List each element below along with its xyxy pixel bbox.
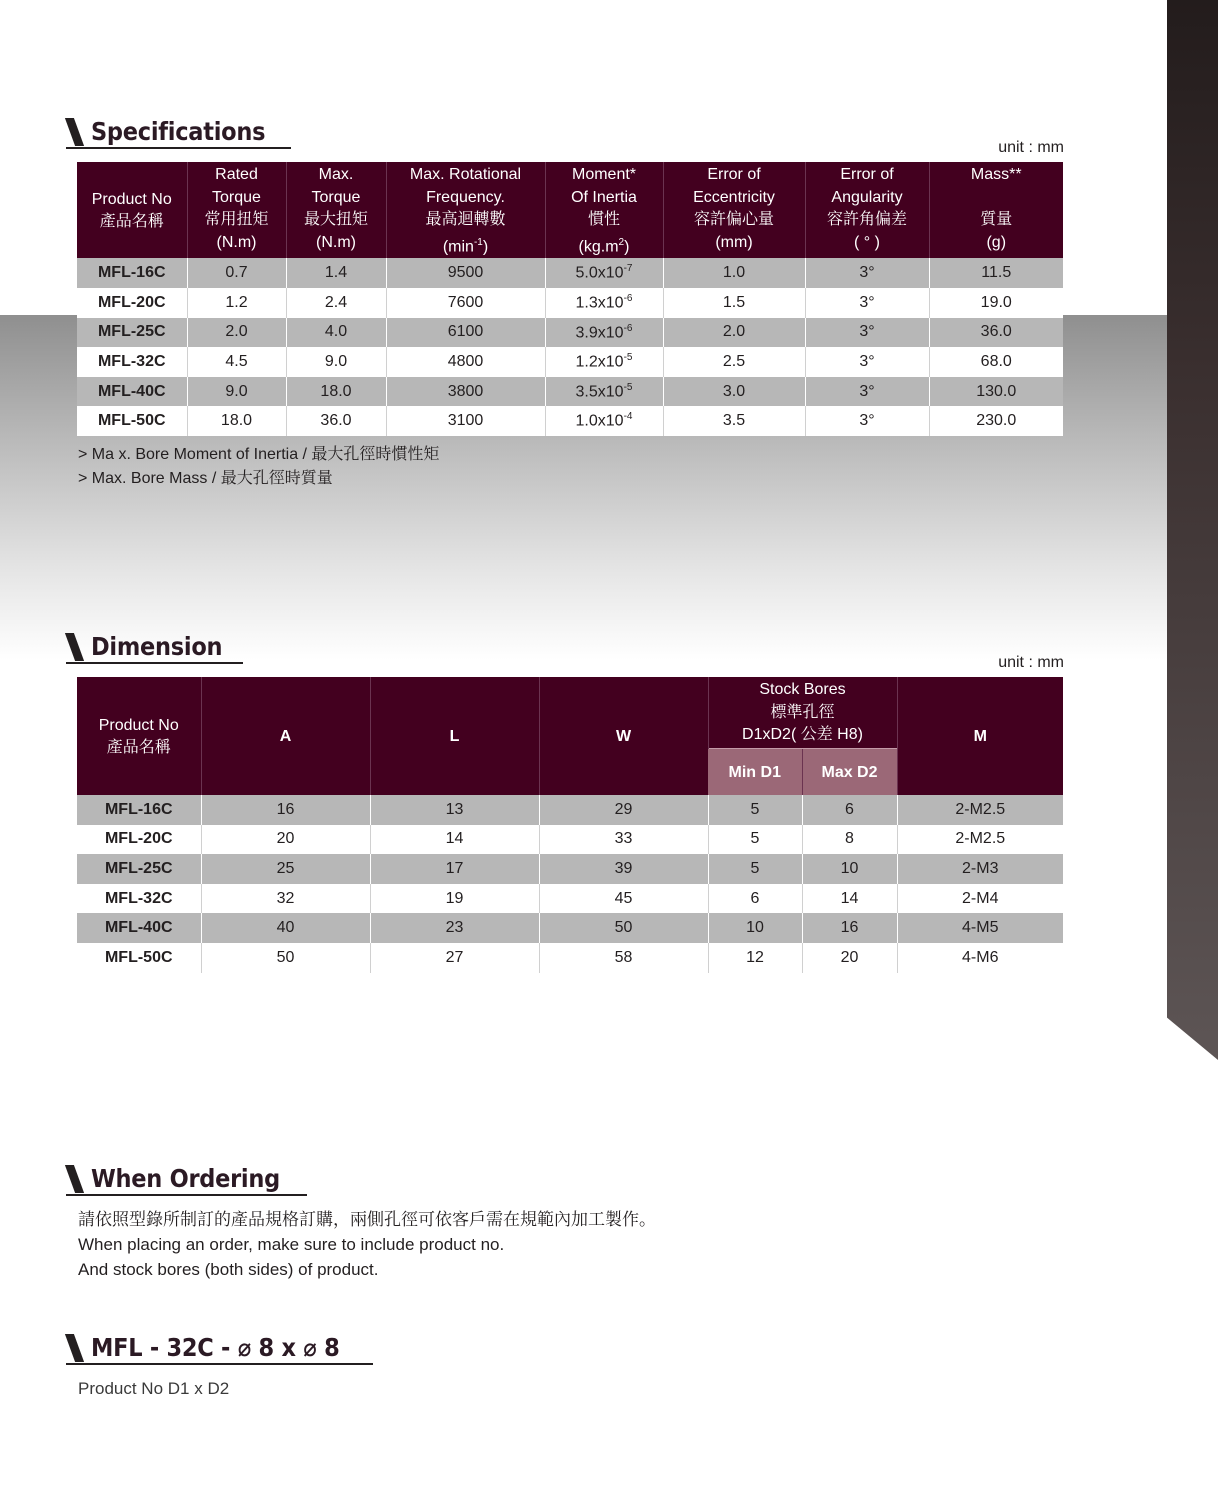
specifications-heading: Specifications xyxy=(66,113,291,149)
spec-header-frequency: Max. Rotational Frequency. 最高迴轉數 $(\min^{-1})$ xyxy=(386,162,545,258)
dim-header-a: A xyxy=(201,677,370,795)
ordering-line-chinese: 請依照型錄所制訂的產品規格訂購，兩側孔徑可依客戶需在規範內加工製作。 xyxy=(78,1210,656,1229)
dim-header-product: Product No 產品名稱 xyxy=(77,677,201,795)
table-row: MFL-25C 2.0 4.0 6100 $3.9x10^{-6}$ 2.0 3° 36.0 xyxy=(77,318,1063,348)
note-inertia: > Ma x. Bore Moment of Inertia / 最大孔徑時慣性矩 xyxy=(78,446,440,463)
dim-header-stock-bores: Stock Bores 標準孔徑 D1xD2( 公差 H8) xyxy=(708,677,897,748)
ordering-instructions xyxy=(78,1207,656,1282)
ordering-line-english-1: When placing an order, make sure to include product no. xyxy=(78,1235,505,1254)
table-row: MFL-50C 50 27 58 12 20 4-M6 xyxy=(77,943,1063,973)
note-mass: > Max. Bore Mass / 最大孔徑時質量 xyxy=(78,470,333,487)
spec-unit-label: unit : mm xyxy=(998,139,1064,156)
heading-slash-icon xyxy=(65,1165,84,1193)
dim-header-l: L xyxy=(370,677,539,795)
heading-slash-icon xyxy=(65,633,84,661)
dim-header-w: W xyxy=(539,677,708,795)
dimension-unit-label: unit : mm xyxy=(998,654,1064,671)
ordering-heading: When Ordering xyxy=(66,1160,307,1196)
spec-notes xyxy=(78,443,439,491)
table-row: MFL-16C 0.7 1.4 9500 $5.0x10^{-7}$ 1.0 3° 11.5 xyxy=(77,258,1063,288)
order-code-example: MFL - 32C - ⌀ 8 x ⌀ 8 xyxy=(66,1329,373,1365)
dimension-table xyxy=(77,677,1063,973)
order-code-caption: Product No D1 x D2 xyxy=(78,1379,230,1398)
spec-header-inertia: Moment* Of Inertia 慣性 $(kg.m^2)$ xyxy=(545,162,663,258)
dim-header-max-d2: Max D2 xyxy=(802,748,897,795)
spec-header-eccentricity: Error of Eccentricity 容許偏心量 (mm) xyxy=(663,162,805,258)
table-row: MFL-40C 9.0 18.0 3800 $3.5x10^{-5}$ 3.0 3° 130.0 xyxy=(77,377,1063,407)
spec-header-max-torque: Max. Torque 最大扭矩 (N.m) xyxy=(286,162,386,258)
dim-header-min-d1: Min D1 xyxy=(708,748,802,795)
table-row: MFL-32C 32 19 45 6 14 2-M4 xyxy=(77,884,1063,914)
table-row: MFL-40C 40 23 50 10 16 4-M5 xyxy=(77,913,1063,943)
ordering-line-english-2: And stock bores (both sides) of product. xyxy=(78,1260,379,1279)
heading-slash-icon xyxy=(65,1334,84,1362)
decorative-side-bar xyxy=(1167,0,1218,1060)
spec-header-rated-torque: Rated Torque 常用扭矩 (N.m) xyxy=(187,162,286,258)
table-row: MFL-25C 25 17 39 5 10 2-M3 xyxy=(77,854,1063,884)
dim-header-m: M xyxy=(897,677,1063,795)
table-row: MFL-20C 20 14 33 5 8 2-M2.5 xyxy=(77,825,1063,855)
table-row: MFL-32C 4.5 9.0 4800 $1.2x10^{-5}$ 2.5 3° 68.0 xyxy=(77,347,1063,377)
spec-header-product: Product No 產品名稱 xyxy=(77,162,187,258)
spec-header-angularity: Error of Angularity 容許角偏差 ( ° ) xyxy=(805,162,929,258)
dimension-heading: Dimension xyxy=(66,628,243,664)
heading-slash-icon xyxy=(65,118,84,146)
table-row: MFL-16C 16 13 29 5 6 2-M2.5 xyxy=(77,795,1063,825)
table-row: MFL-20C 1.2 2.4 7600 $1.3x10^{-6}$ 1.5 3° 19.0 xyxy=(77,288,1063,318)
specifications-table xyxy=(77,162,1063,436)
spec-header-mass: Mass** 質量 (g) xyxy=(929,162,1063,258)
table-row: MFL-50C 18.0 36.0 3100 $1.0x10^{-4}$ 3.5 3° 230.0 xyxy=(77,406,1063,436)
